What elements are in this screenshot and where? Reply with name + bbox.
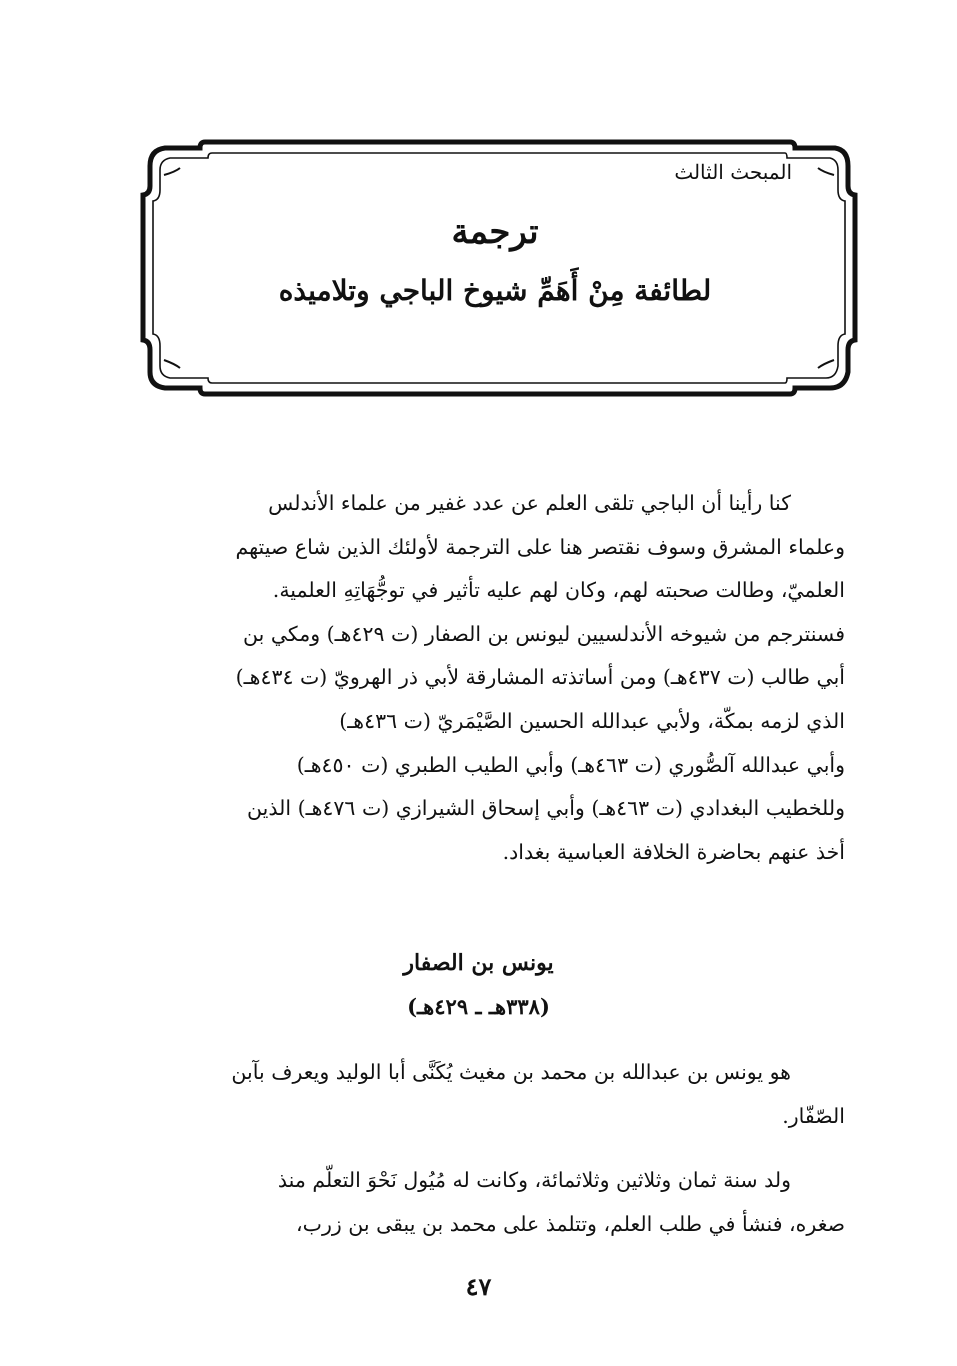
text-line: هو يونس بن عبدالله بن محمد بن مغيث يُكَنَّى أبا الوليد ويعرف بآبن bbox=[231, 1060, 791, 1084]
chapter-subtitle: لطائفة مِنْ أَهَمِّ شيوخ الباجي وتلاميذه bbox=[278, 274, 712, 307]
text-line: وللخطيب البغدادي (ت ٤٦٣هـ) وأبي إسحاق الشيرازي (ت ٤٧٦هـ) الذين bbox=[247, 796, 845, 821]
biography-years: (٣٣٨هـ ـ ٤٢٩هـ) bbox=[407, 994, 550, 1019]
chapter-header bbox=[150, 150, 840, 385]
text-line: صغره، فنشأ في طلب العلم، وتتلمذ على محمد بن يبقى بن زرب، bbox=[296, 1212, 845, 1236]
biography-heading: يونس بن الصفار bbox=[403, 950, 554, 976]
text-line: الذي لزمه بمكّة، ولأبي عبدالله الحسين الصَّيْمَريّ (ت ٤٣٦هـ) bbox=[339, 708, 845, 733]
text-line: الصّفّار. bbox=[782, 1104, 845, 1128]
intro-paragraph bbox=[150, 482, 845, 874]
text-line: العلميّ، وطالت صحبته لهم، وكان لهم عليه تأثير في توجُّهَاتِهِ العلمية. bbox=[272, 578, 845, 603]
biography-paragraph-1 bbox=[150, 1050, 845, 1138]
section-label: المبحث الثالث bbox=[674, 160, 792, 184]
biography-paragraph-2 bbox=[150, 1158, 845, 1246]
page-number: ٤٧ bbox=[465, 1272, 492, 1301]
text-line: أخذ عنهم بحاضرة الخلافة العباسية بغداد. bbox=[502, 839, 845, 864]
text-line: وأبي عبدالله آلصُّوري (ت ٤٦٣هـ) وأبي الطيب الطبري (ت ٤٥٠هـ) bbox=[296, 752, 845, 777]
text-line: ولد سنة ثمان وثلاثين وثلاثمائة، وكانت له مُيُول نَحْوَ التعلّم منذ bbox=[277, 1168, 791, 1192]
text-line: كنا رأينا أن الباجي تلقى العلم عن عدد غفير من علماء الأندلس bbox=[268, 491, 791, 515]
chapter-title: ترجمة bbox=[451, 212, 539, 252]
text-line: وعلماء المشرق وسوف نقتصر هنا على الترجمة لأولئك الذين شاع صيتهم bbox=[235, 534, 845, 559]
text-line: أبي طالب (ت ٤٣٧هـ) ومن أساتذته المشارقة لأبي ذر الهرويّ (ت ٤٣٤هـ) bbox=[235, 665, 845, 690]
text-line: فسنترجم من شيوخه الأندلسيين ليونس بن الصفار (ت ٤٢٩هـ) ومكي بن bbox=[243, 621, 845, 646]
